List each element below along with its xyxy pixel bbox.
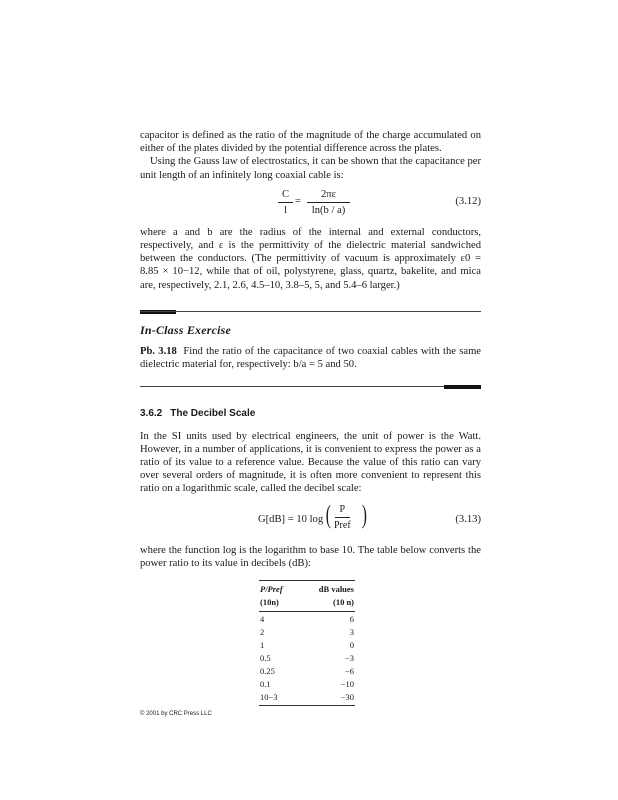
- table-cell: −6: [344, 666, 354, 677]
- section-heading: [140, 407, 481, 420]
- table-bottom-rule: [259, 705, 355, 706]
- exercise-problem-label: Pb. 3.18: [140, 346, 177, 358]
- eq-equals-sign: =: [295, 195, 301, 207]
- exercise-title: In-Class Exercise: [140, 322, 232, 337]
- table-cell: −10: [340, 679, 354, 690]
- copyright-footer: © 2001 by CRC Press LLC: [140, 711, 212, 717]
- eq313-right-paren: ): [361, 499, 367, 529]
- eq-rhs-numerator: 2πε: [307, 188, 350, 203]
- table-container: [140, 580, 481, 703]
- eq-lhs-numerator: C: [278, 188, 293, 203]
- exercise-top-rule: [140, 300, 481, 314]
- paragraph-capacitor-definition: capacitor is defined as the ratio of the magnitude of the charge accumulated on either of the plates divided by the potential difference across the plates.: [140, 130, 481, 155]
- conversion-table: [259, 581, 355, 705]
- exercise-thin-rule-top: [140, 311, 481, 312]
- exercise-thick-bar-right: [444, 385, 481, 389]
- equation-number-3-12: (3.12): [455, 195, 481, 207]
- equation-3-12: [140, 182, 481, 226]
- fraction-2pieps-over-ln: [307, 188, 350, 217]
- table-cell: 0.5: [260, 653, 271, 664]
- table-row: [259, 678, 355, 691]
- table-cell: 4: [259, 612, 297, 627]
- table-header-ratio: P/Pref: [260, 584, 283, 595]
- table-row: [259, 691, 355, 705]
- power-ratio-table: [259, 580, 355, 706]
- eq313-denominator: Pref: [334, 519, 351, 531]
- table-row: [259, 665, 355, 678]
- table-cell: 10−3: [260, 692, 278, 703]
- fraction-c-over-l: [278, 188, 293, 217]
- eq-rhs-denominator: ln(b / a): [311, 205, 346, 217]
- page-body: [140, 129, 482, 703]
- table-row: [259, 626, 355, 639]
- section-title: The Decibel Scale: [170, 408, 256, 420]
- table-cell: 0: [349, 640, 354, 651]
- table-row: [259, 612, 355, 627]
- paragraph-table-intro: where the function log is the logarithm to base 10. The table below converts the power ratio to its value in decibels (dB):: [140, 544, 481, 569]
- table-cell: −3: [344, 653, 354, 664]
- table-subheader-db: (10 n): [332, 597, 354, 608]
- table-row: [259, 639, 355, 652]
- eq313-lhs: G[dB] = 10 log: [258, 513, 324, 525]
- eq313-left-paren: (: [325, 499, 331, 529]
- exercise-thin-rule-bottom: [140, 386, 481, 387]
- equation-3-13: [140, 496, 481, 544]
- exercise-problem: [140, 345, 481, 371]
- paragraph-permittivity: where a and b are the radius of the internal and external conductors, respectively, and ε is the permittivity of the dielectric material sandwiched between the conductors. (The permittivity of vacuum is approximately ε0 = 8.85 × 10−12, while that of oil, polystyrene, glass, quartz, bakelite, and mica are, respectively, 2.1, 2.6, 4.5–10, 3.8–5, 5, and 5.4–6 larger.): [140, 226, 481, 291]
- eq313-numerator: P: [335, 503, 351, 518]
- table-cell: 1: [260, 640, 265, 651]
- exercise-problem-text: Find the ratio of the capacitance of two coaxial cables with the same dielectric material for, respectively: b/a = 5 and 50.: [140, 346, 482, 371]
- fraction-p-over-pref: [334, 503, 351, 532]
- table-header-db: dB values: [318, 584, 354, 595]
- table-cell: −30: [340, 692, 354, 703]
- section-number: 3.6.2: [140, 408, 163, 420]
- table-cell: 0.1: [260, 679, 271, 690]
- table-cell: 3: [349, 627, 354, 638]
- eq-lhs-denominator: l: [284, 205, 288, 217]
- paragraph-gauss-law: Using the Gauss law of electrostatics, it can be shown that the capacitance per unit length of an infinitely long coaxial cable is:: [140, 156, 481, 181]
- table-cell: 2: [260, 627, 265, 638]
- equation-number-3-13: (3.13): [455, 513, 481, 525]
- table-row: [259, 652, 355, 665]
- paragraph-decibel-intro: In the SI units used by electrical engineers, the unit of power is the Watt. However, in a number of applications, it is convenient to express the power as a ratio of its value to a reference value. Because the value of this ratio can vary over several orders of magnitude, it is often more convenient to represent this ratio on a logarithmic scale, called the decibel scale:: [140, 430, 481, 495]
- table-cell: 0.25: [260, 666, 275, 677]
- table-subheader-ratio: (10n): [260, 597, 279, 608]
- exercise-bottom-rule: [140, 375, 481, 389]
- table-cell: 6: [297, 612, 355, 627]
